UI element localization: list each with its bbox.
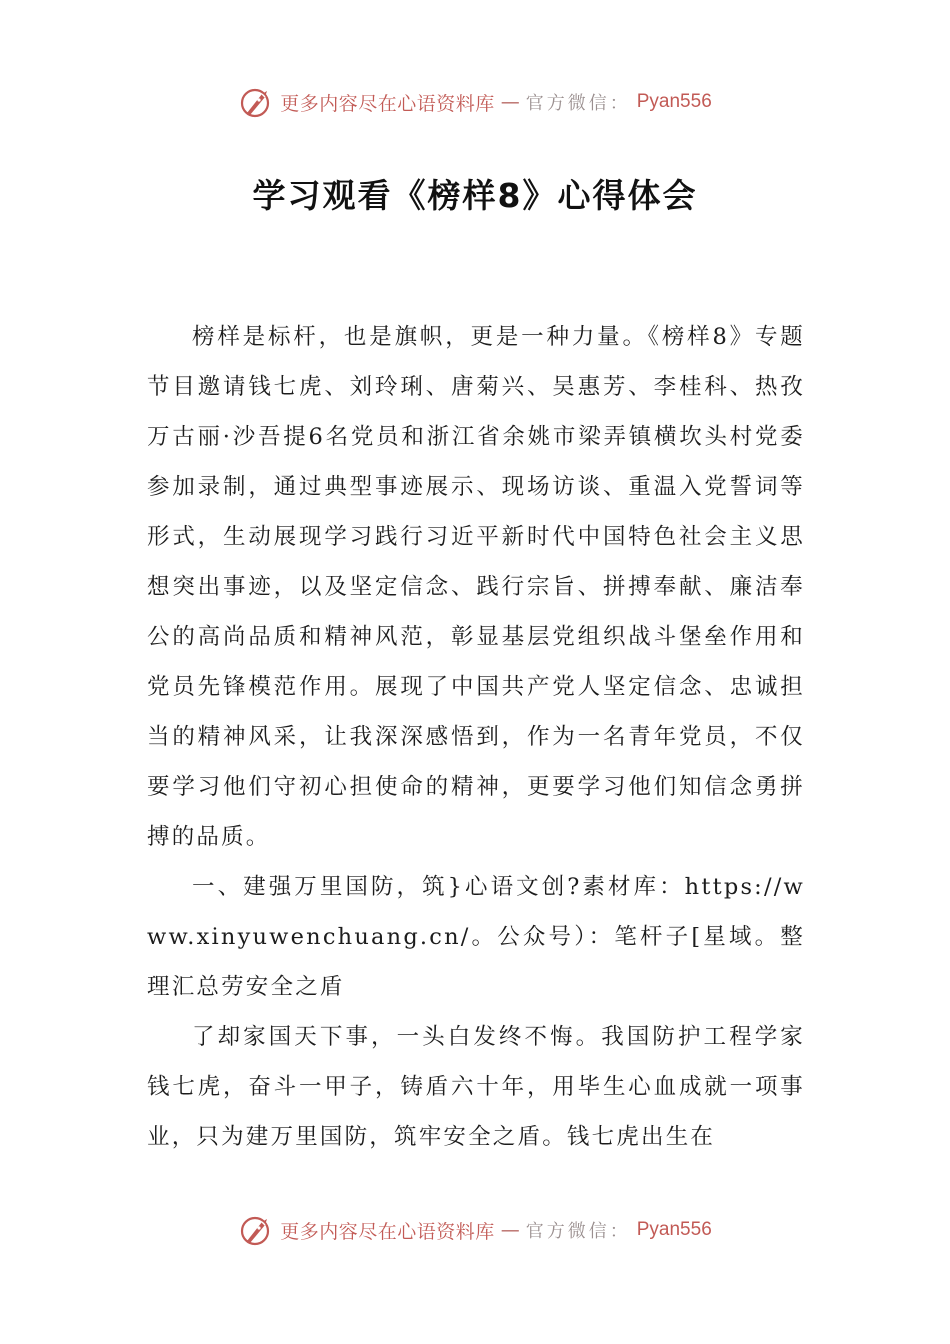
header-banner	[0, 82, 950, 122]
banner-main-text: 更多内容尽在心语资料库	[280, 1220, 495, 1243]
paragraph-section-heading: 一、建强万里国防，筑}心语文创?素材库：https://www.xinyuwenchuang.cn/。公众号）：笔杆子[星域。整理汇总劳安全之盾	[147, 874, 805, 1000]
banner-separator: —	[500, 1219, 520, 1241]
pen-nib-logo-icon	[238, 84, 274, 120]
banner-wechat-label: 官方微信：	[525, 93, 631, 114]
banner-wechat-handle: Pyan556	[636, 91, 712, 112]
banner-main-text: 更多内容尽在心语资料库	[280, 92, 495, 115]
banner-wechat-label: 官方微信：	[525, 1221, 631, 1242]
footer-banner	[0, 1210, 950, 1250]
paragraph-intro: 榜样是标杆，也是旗帜，更是一种力量。《榜样8》专题节目邀请钱七虎、刘玲琍、唐菊兴、吴惠芳、李桂科、热孜万古丽·沙吾提6名党员和浙江省余姚市梁弄镇横坎头村党委参加录制，通过典型事迹展示、现场访谈、重温入党誓词等形式，生动展现学习践行习近平新时代中国特色社会主义思想突出事迹，以及坚定信念、践行宗旨、拼搏奉献、廉洁奉公的高尚品质和精神风范，彰显基层党组织战斗堡垒作用和党员先锋模范作用。展现了中国共产党人坚定信念、忠诚担当的精神风采，让我深深感悟到，作为一名青年党员，不仅要学习他们守初心担使命的精神，更要学习他们知信念勇拼搏的品质。	[147, 324, 805, 850]
document-body	[147, 312, 805, 1162]
pen-nib-logo-icon	[238, 1212, 274, 1248]
banner-wechat-handle: Pyan556	[636, 1219, 712, 1240]
paragraph-qian-qihu: 了却家国天下事，一头白发终不悔。我国防护工程学家钱七虎，奋斗一甲子，铸盾六十年，用毕生心血成就一项事业，只为建万里国防，筑牢安全之盾。钱七虎出生在	[147, 1024, 805, 1150]
banner-separator: —	[500, 91, 520, 113]
document-title: 学习观看《榜样8》心得体会	[252, 176, 698, 215]
